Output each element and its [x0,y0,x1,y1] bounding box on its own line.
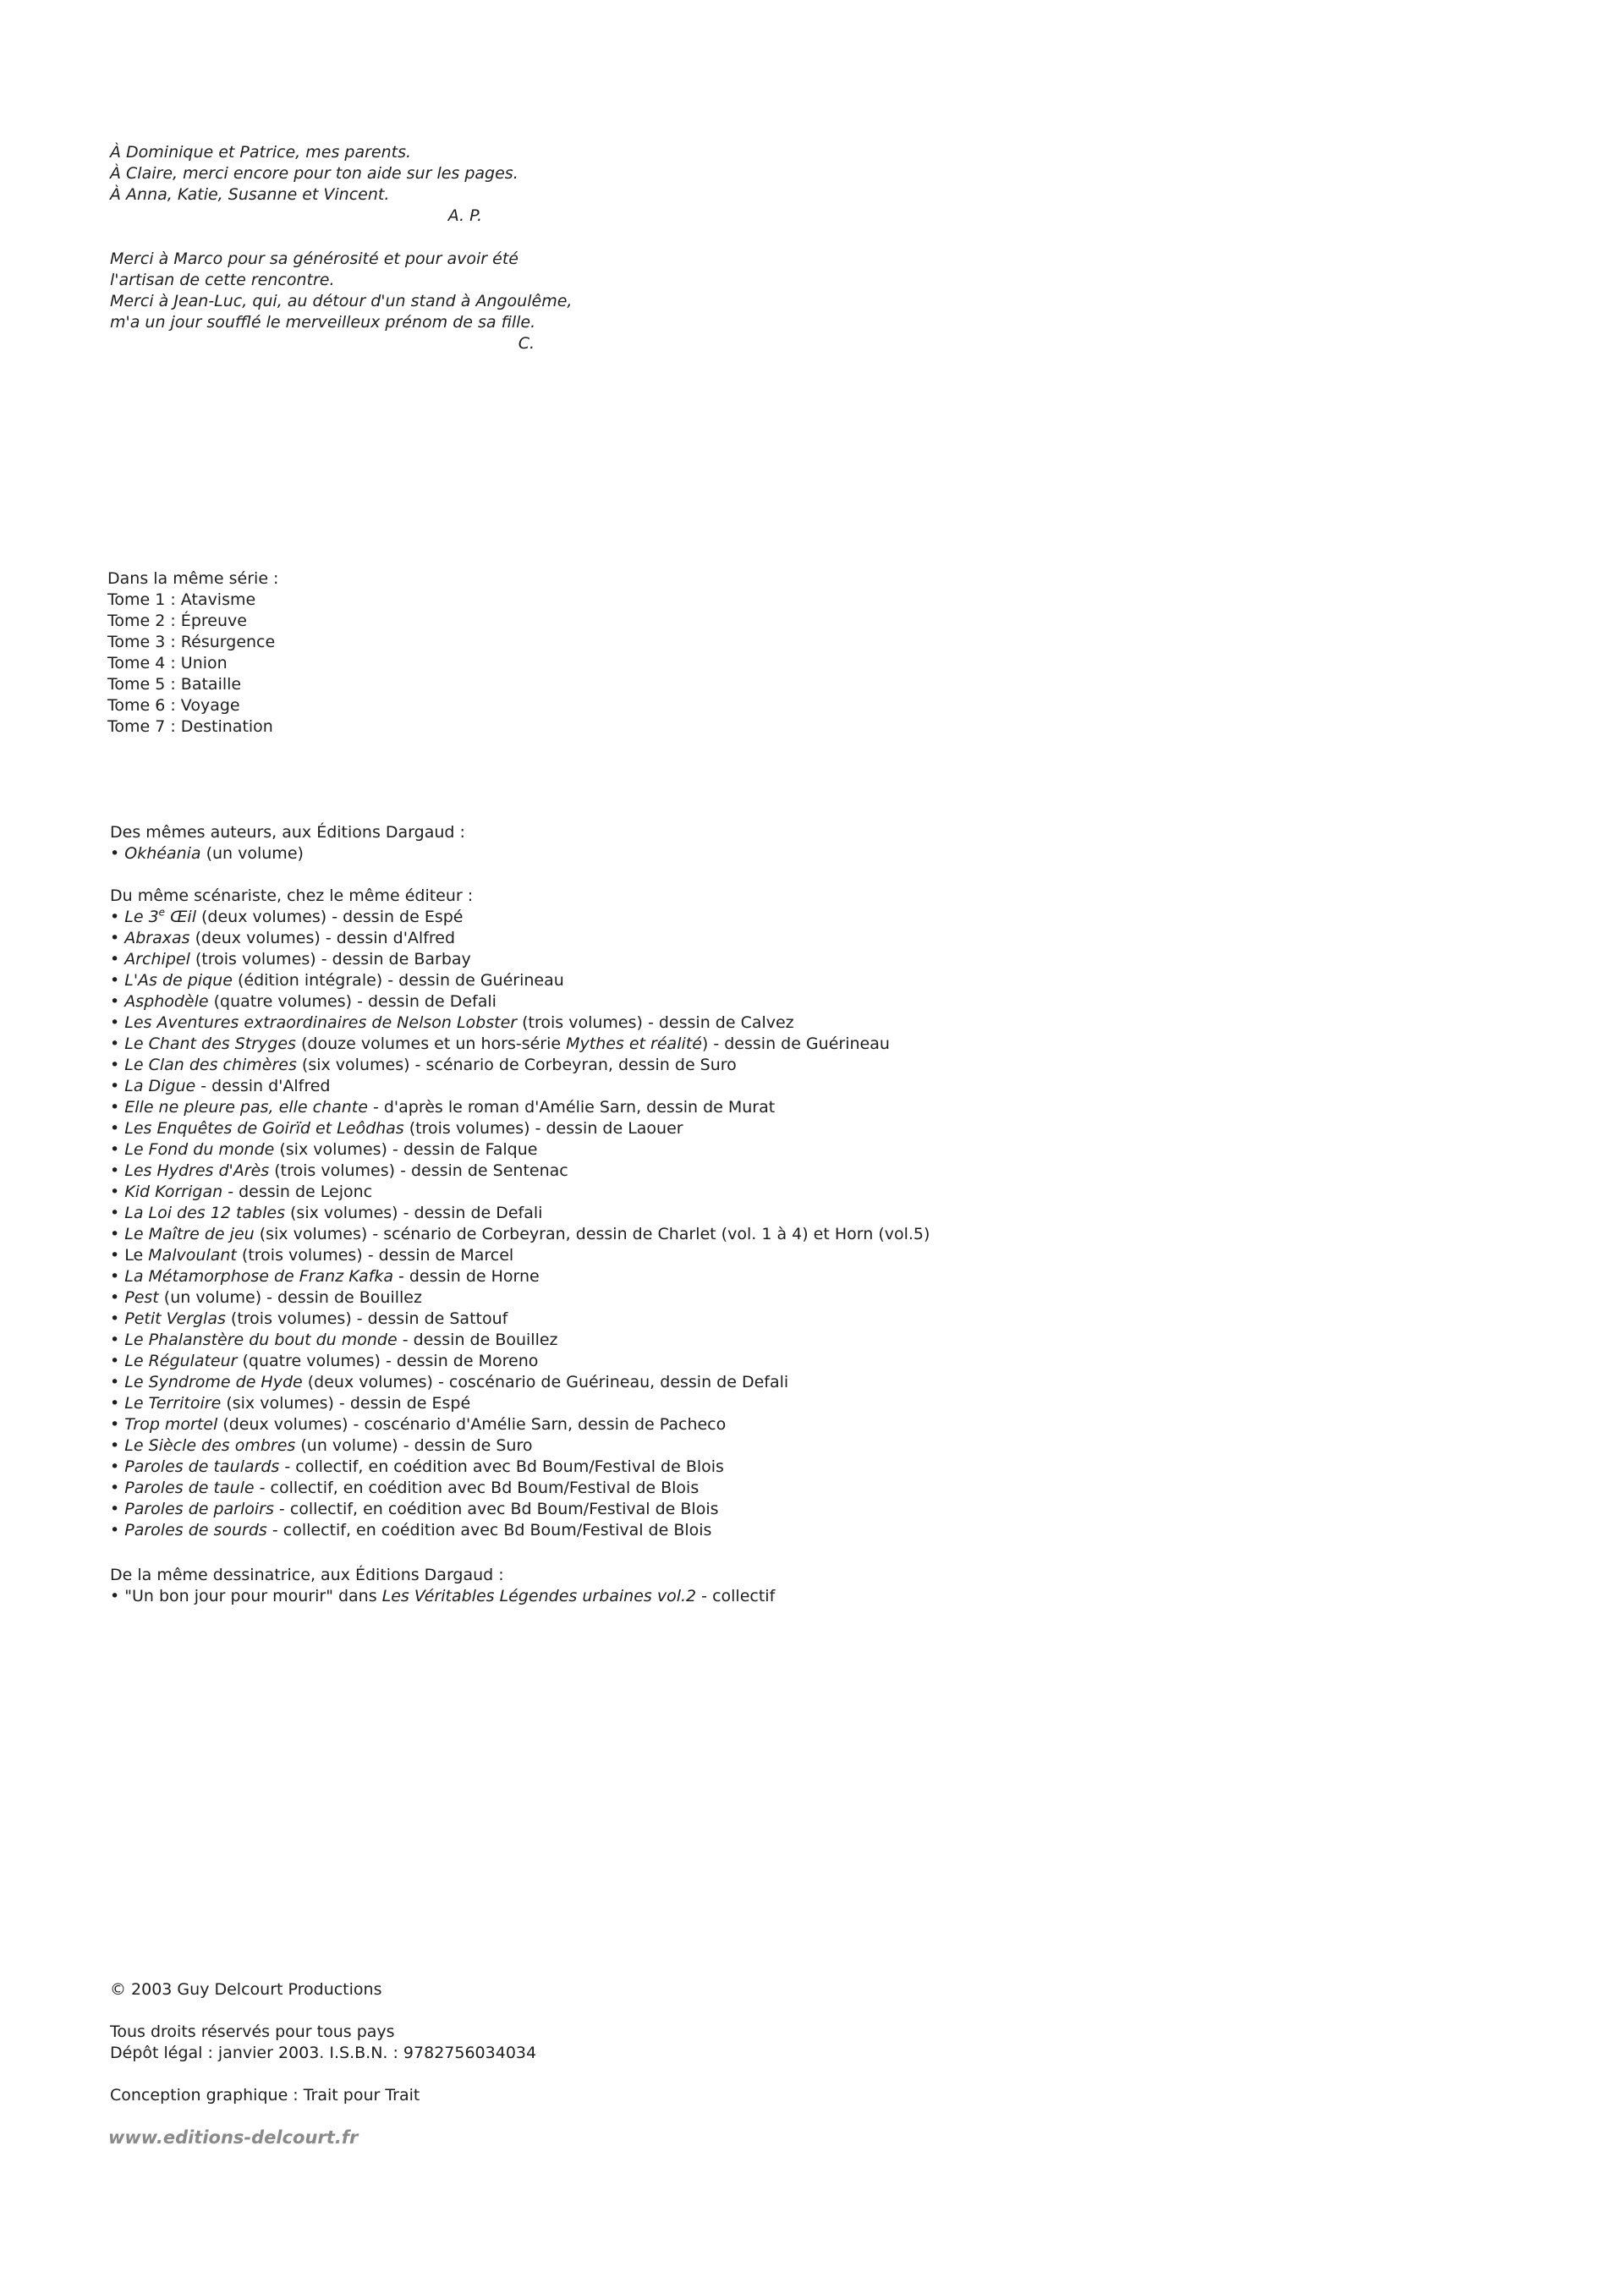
book-title: Les Enquêtes de Goirïd et Leôdhas [124,1119,404,1138]
dedication-line: Merci à Jean-Luc, qui, au détour d'un stand à Angoulême, [110,292,573,310]
same-authors-heading: Des mêmes auteurs, aux Éditions Dargaud : [110,823,465,842]
graphic-design: Conception graphique : Trait pour Trait [110,2086,420,2105]
book-title: La Digue [124,1077,196,1095]
bibliography-item: • Paroles de taulards - collectif, en coédition avec Bd Boum/Festival de Blois [110,1457,724,1476]
dedication-signature: A. P. [447,206,482,225]
bibliography-item: • Okhéania (un volume) [110,844,304,863]
bibliography-item: • La Digue - dessin d'Alfred [110,1077,331,1095]
bibliography-item: • Paroles de parloirs - collectif, en coédition avec Bd Boum/Festival de Blois [110,1500,719,1518]
dedication-line: À Anna, Katie, Susanne et Vincent. [110,185,390,204]
book-title: La Loi des 12 tables [124,1204,285,1222]
bibliography-item: • La Loi des 12 tables (six volumes) - dessin de Defali [110,1204,543,1222]
bibliography-item: • Le Syndrome de Hyde (deux volumes) - coscénario de Guérineau, dessin de Defali [110,1373,789,1391]
bibliography-item: • Le Malvoulant (trois volumes) - dessin de Marcel [110,1246,514,1265]
book-title: Le Maître de jeu [124,1225,255,1243]
dedication-line: À Dominique et Patrice, mes parents. [110,143,412,162]
bibliography-item: • Les Hydres d'Arès (trois volumes) - dessin de Sentenac [110,1161,568,1180]
book-title: Abraxas [124,929,190,947]
bibliography-item: • Les Aventures extraordinaires de Nelson Lobster (trois volumes) - dessin de Calvez [110,1013,794,1032]
book-title: Les Aventures extraordinaires de Nelson Lobster [124,1013,518,1032]
book-title: Le 3e Œil [124,906,196,926]
bibliography-item: • Le Régulateur (quatre volumes) - dessin de Moreno [110,1352,539,1370]
bibliography-item: • Asphodèle (quatre volumes) - dessin de Defali [110,992,497,1011]
legal-deposit: Dépôt légal : janvier 2003. I.S.B.N. : 9782756034034 [110,2044,537,2062]
book-title: Le Régulateur [124,1352,238,1370]
tome-item: Tome 7 : Destination [107,717,273,736]
copyright: © 2003 Guy Delcourt Productions [110,1980,382,1999]
book-title: Mythes et réalité [566,1034,702,1053]
book-title: Le Territoire [124,1394,222,1413]
tome-item: Tome 4 : Union [107,654,228,672]
book-title: Malvoulant [148,1246,237,1265]
book-title: Le Chant des Stryges [124,1034,296,1053]
book-title: Kid Korrigan [124,1183,223,1201]
book-title: La Métamorphose de Franz Kafka [124,1267,393,1286]
bibliography-item: • "Un bon jour pour mourir" dans Les Véritables Légendes urbaines vol.2 - collectif [110,1587,776,1605]
bibliography-item: • L'As de pique (édition intégrale) - dessin de Guérineau [110,971,564,990]
bibliography-item: • Le 3e Œil (deux volumes) - dessin de Espé [110,906,464,926]
tome-item: Tome 5 : Bataille [107,675,242,694]
bibliography-item: • Paroles de sourds - collectif, en coédition avec Bd Boum/Festival de Blois [110,1521,712,1539]
series-heading: Dans la même série : [107,569,279,588]
book-title: L'As de pique [124,971,233,990]
book-title: Paroles de taule [124,1479,255,1497]
bibliography-item: • Archipel (trois volumes) - dessin de Barbay [110,950,471,969]
dedication-line: Merci à Marco pour sa générosité et pour avoir été [110,250,518,268]
book-title: Paroles de taulards [124,1457,280,1476]
bibliography-item: • Abraxas (deux volumes) - dessin d'Alfred [110,929,456,947]
bibliography-item: • Le Phalanstère du bout du monde - dessin de Bouillez [110,1331,558,1349]
bibliography-item: • Elle ne pleure pas, elle chante - d'après le roman d'Amélie Sarn, dessin de Murat [110,1098,776,1117]
dedication-line: l'artisan de cette rencontre. [110,271,335,289]
bibliography-item: • Le Fond du monde (six volumes) - dessin de Falque [110,1140,538,1159]
dedication-line: À Claire, merci encore pour ton aide sur les pages. [110,164,518,183]
tome-item: Tome 6 : Voyage [107,696,240,715]
website-link[interactable]: www.editions-delcourt.fr [108,2127,359,2148]
bibliography-item: • Les Enquêtes de Goirïd et Leôdhas (trois volumes) - dessin de Laouer [110,1119,683,1138]
book-title: Les Hydres d'Arès [124,1161,270,1180]
bibliography-item: • Trop mortel (deux volumes) - coscénario d'Amélie Sarn, dessin de Pacheco [110,1415,727,1434]
book-title: Paroles de sourds [124,1521,267,1539]
book-title: Elle ne pleure pas, elle chante [124,1098,368,1117]
book-title: Le Syndrome de Hyde [124,1373,303,1391]
bibliography-item: • La Métamorphose de Franz Kafka - dessin de Horne [110,1267,540,1286]
dedication-line: m'a un jour soufflé le merveilleux prénom de sa fille. [110,313,536,332]
bibliography-item: • Le Maître de jeu (six volumes) - scénario de Corbeyran, dessin de Charlet (vol. 1 à 4) et Horn (vol.5) [110,1225,930,1243]
tome-item: Tome 1 : Atavisme [107,590,256,609]
book-title: Le Siècle des ombres [124,1436,296,1455]
book-title: Petit Verglas [124,1309,226,1328]
book-title: Paroles de parloirs [124,1500,274,1518]
bibliography-item: • Petit Verglas (trois volumes) - dessin de Sattouf [110,1309,508,1328]
same-artist-heading: De la même dessinatrice, aux Éditions Dargaud : [110,1566,504,1584]
bibliography-item: • Paroles de taule - collectif, en coédition avec Bd Boum/Festival de Blois [110,1479,700,1497]
tome-item: Tome 3 : Résurgence [107,633,276,651]
bibliography-item: • Le Siècle des ombres (un volume) - dessin de Suro [110,1436,533,1455]
book-title: Les Véritables Légendes urbaines vol.2 [381,1587,697,1605]
dedication-signature: C. [518,334,535,353]
book-title: Asphodèle [124,992,209,1011]
book-title: Okhéania [124,844,201,863]
same-writer-heading: Du même scénariste, chez le même éditeur : [110,886,474,905]
book-title: Archipel [124,950,190,969]
book-title: Pest [124,1288,159,1307]
bibliography-item: • Le Territoire (six volumes) - dessin de Espé [110,1394,471,1413]
bibliography-item: • Le Chant des Stryges (douze volumes et un hors-série Mythes et réalité) - dessin de Guérineau [110,1034,890,1053]
book-title: Trop mortel [124,1415,218,1434]
tome-item: Tome 2 : Épreuve [107,612,247,630]
book-title: Le Fond du monde [124,1140,275,1159]
rights: Tous droits réservés pour tous pays [110,2022,395,2041]
book-title: Le Clan des chimères [124,1056,297,1074]
bibliography-item: • Pest (un volume) - dessin de Bouillez [110,1288,422,1307]
bibliography-item: • Le Clan des chimères (six volumes) - scénario de Corbeyran, dessin de Suro [110,1056,737,1074]
book-title: Le Phalanstère du bout du monde [124,1331,398,1349]
bibliography-item: • Kid Korrigan - dessin de Lejonc [110,1183,373,1201]
